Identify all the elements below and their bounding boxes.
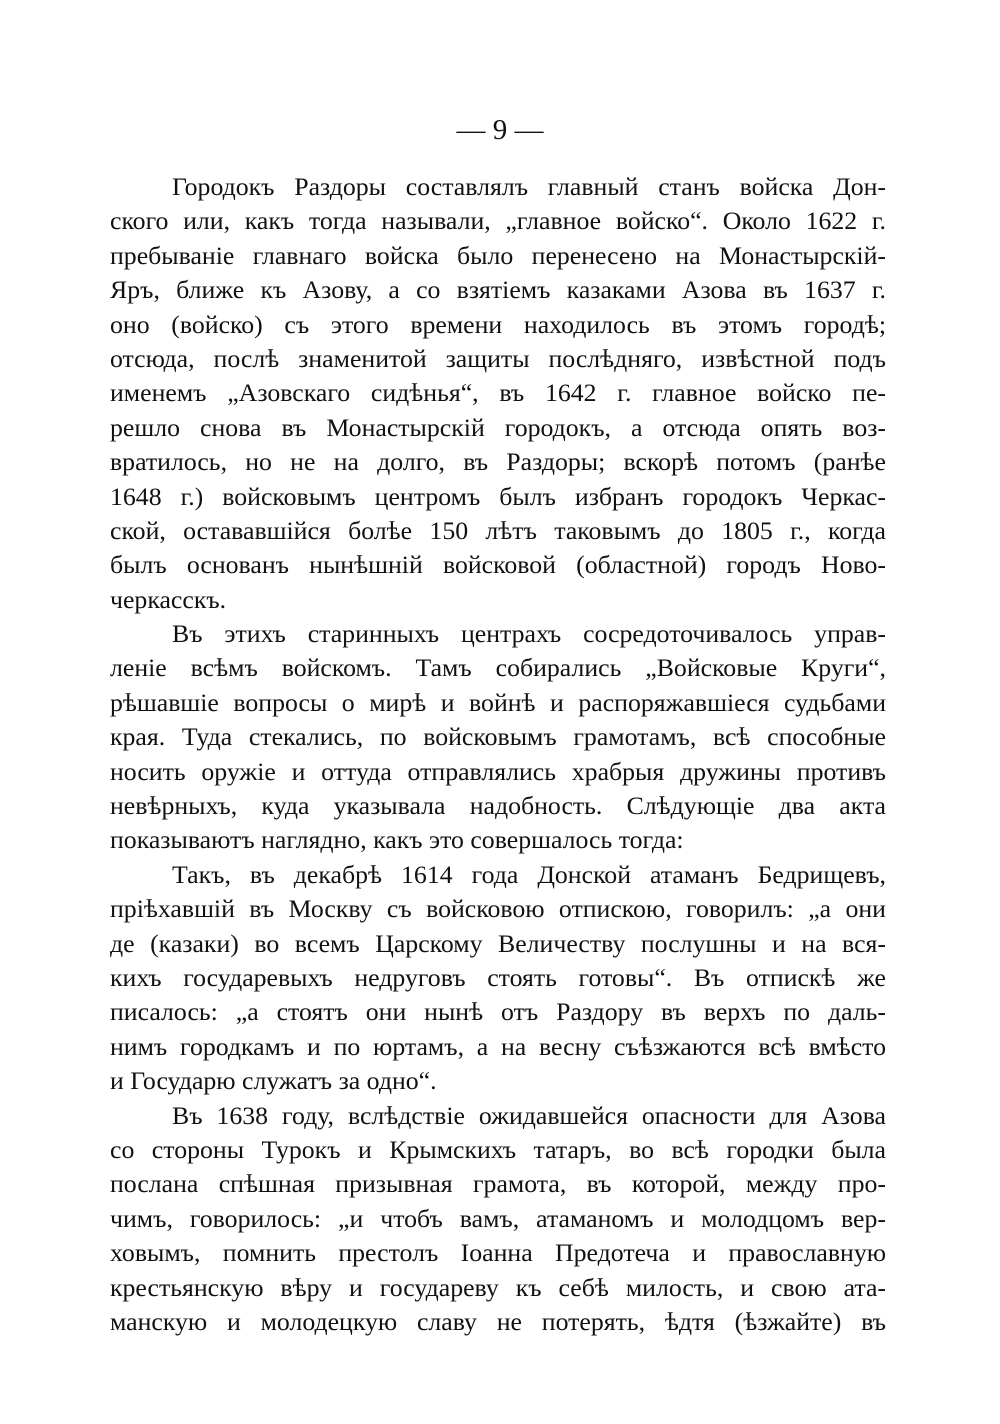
text-line: именемъ „Азовскаго сидѣнья“, въ 1642 г. главное войско пе-: [110, 378, 886, 408]
text-line: чимъ, говорилось: „и чтобъ вамъ, атаманомъ и молодцомъ вер-: [110, 1203, 886, 1233]
text-line: Яръ, ближе къ Азову, а со взятіемъ казаками Азова въ 1637 г.: [110, 275, 886, 305]
text-line: показываютъ наглядно, какъ это совершалось тогда:: [110, 825, 684, 855]
text-line: и Государю служатъ за одно“.: [110, 1066, 437, 1096]
body-text: [110, 170, 886, 1339]
text-line: невѣрныхъ, куда указывала надобность. Слѣдующіе два акта: [110, 791, 886, 821]
text-line: Въ этихъ старинныхъ центрахъ сосредоточивалось управ-: [172, 619, 886, 649]
text-line: 1648 г.) войсковымъ центромъ былъ избранъ городокъ Черкас-: [110, 481, 886, 511]
text-line: писалось: „а стоятъ они нынѣ отъ Раздору въ верхъ по даль-: [110, 997, 886, 1027]
text-line: ховымъ, помнить престолъ Іоанна Предотеча и православную: [110, 1238, 886, 1268]
text-line: ской, остававшійся болѣе 150 лѣтъ таковымъ до 1805 г., когда: [110, 515, 886, 545]
text-line: манскую и молодецкую славу не потерять, ѣдтя (ѣзжайте) въ: [110, 1306, 886, 1336]
text-line: Въ 1638 году, вслѣдствіе ожидавшейся опасности для Азова: [172, 1100, 886, 1130]
text-line: былъ основанъ нынѣшній войсковой (областной) городъ Ново-: [110, 550, 886, 580]
text-line: черкасскъ.: [110, 584, 227, 614]
text-line: пріѣхавшій въ Москву съ войсковою отпискою, говорилъ: „а они: [110, 894, 886, 924]
text-line: со стороны Турокъ и Крымскихъ татаръ, во всѣ городки была: [110, 1134, 886, 1164]
text-line: края. Туда стекались, по войсковымъ грамотамъ, всѣ способные: [110, 722, 886, 752]
text-line: нимъ городкамъ и по юртамъ, а на весну съѣзжаются всѣ вмѣсто: [110, 1031, 886, 1061]
text-line: оно (войско) съ этого времени находилось въ этомъ городѣ;: [110, 309, 886, 339]
text-line: носить оружіе и оттуда отправлялись храбрыя дружины противъ: [110, 756, 886, 786]
text-line: вратилось, но не на долго, въ Раздоры; вскорѣ потомъ (ранѣе: [110, 447, 886, 477]
text-line: леніе всѣмъ войскомъ. Тамъ собирались „Войсковые Круги“,: [110, 653, 886, 683]
text-line: отсюда, послѣ знаменитой защиты послѣдняго, извѣстной подъ: [110, 343, 886, 373]
text-line: рѣшавшіе вопросы о мирѣ и войнѣ и распоряжавшіеся судьбами: [110, 687, 886, 717]
text-line: де (казаки) во всемъ Царскому Величеству послушны и на вся-: [110, 928, 886, 958]
text-line: послана спѣшная призывная грамота, въ которой, между про-: [110, 1169, 886, 1199]
text-line: пребываніе главнаго войска было перенесено на Монастырскій-: [110, 240, 886, 270]
text-line: Городокъ Раздоры составлялъ главный станъ войска Дон-: [172, 172, 886, 201]
text-line: Такъ, въ декабрѣ 1614 года Донской атаманъ Бедрищевъ,: [172, 859, 886, 889]
text-line: решло снова въ Монастырскій городокъ, а отсюда опять воз-: [110, 412, 886, 442]
text-line: кихъ государевыхъ недруговъ стоять готовы“. Въ отпискѣ же: [110, 962, 886, 992]
text-line: ского или, какъ тогда называли, „главное войско“. Около 1622 г.: [110, 206, 886, 236]
page-number: — 9 —: [456, 114, 544, 146]
text-line: крестьянскую вѣру и государеву къ себѣ милость, и свою ата-: [110, 1272, 886, 1302]
